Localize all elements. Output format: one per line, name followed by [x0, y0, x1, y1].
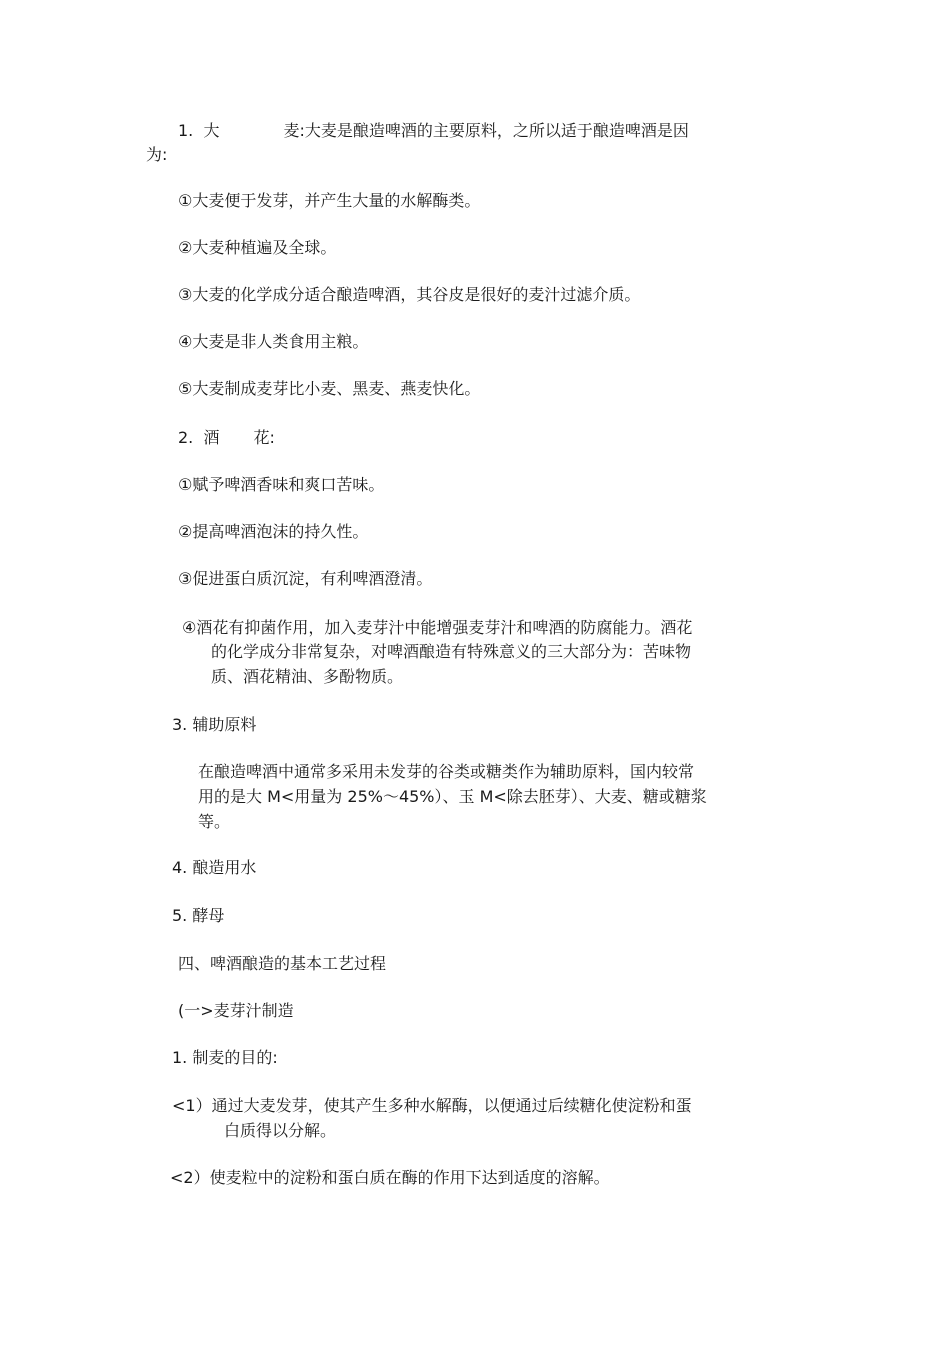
- paragraph-line: 等。: [198, 812, 231, 831]
- malt-purpose-heading: 1. 制麦的目的:: [172, 1048, 278, 1067]
- paragraph-line: 在酿造啤酒中通常多采用未发芽的谷类或糖类作为辅助原料，国内较常: [198, 762, 695, 781]
- list-item: ③促进蛋白质沉淀，有利啤酒澄清。: [178, 569, 433, 588]
- section-2-word-b: 花:: [253, 428, 275, 447]
- list-item: ②大麦种植遍及全球。: [178, 238, 337, 257]
- section-2-heading: [178, 428, 275, 448]
- list-item: ④酒花有抑菌作用，加入麦芽汁中能增强麦芽汁和啤酒的防腐能力。酒花: [182, 618, 693, 637]
- list-item-cont: 质、酒花精油、多酚物质。: [211, 667, 404, 686]
- section-4-heading: 4. 酿造用水: [172, 858, 257, 877]
- list-item: <2）使麦粒中的淀粉和蛋白质在酶的作用下达到适度的溶解。: [170, 1168, 610, 1187]
- section-5-heading: 5. 酵母: [172, 906, 225, 925]
- list-item: ②提高啤酒泡沫的持久性。: [178, 522, 369, 541]
- list-item: ⑤大麦制成麦芽比小麦、黑麦、燕麦快化。: [178, 379, 481, 398]
- subsection-heading: (一>麦芽汁制造: [178, 1001, 294, 1020]
- part-4-heading: 四、啤酒酿造的基本工艺过程: [178, 954, 387, 973]
- list-item: ①大麦便于发芽，并产生大量的水解酶类。: [178, 191, 481, 210]
- section-1-heading-cont: 为:: [146, 145, 168, 164]
- section-1-heading: [178, 121, 689, 141]
- list-item-cont: 的化学成分非常复杂，对啤酒酿造有特殊意义的三大部分为：苦味物: [211, 642, 692, 661]
- paragraph-line: 用的是大 M<用量为 25%～45%）、玉 M<除去胚芽）、大麦、糖或糖浆: [198, 787, 707, 806]
- section-1-number: 1.: [178, 121, 194, 140]
- list-item: ③大麦的化学成分适合酿造啤酒，其谷皮是很好的麦汁过滤介质。: [178, 285, 641, 304]
- section-1-text: 大麦是酿造啤酒的主要原料，之所以适于酿造啤酒是因: [304, 121, 689, 140]
- list-item: <1）通过大麦发芽，使其产生多种水解酶，以便通过后续糖化使淀粉和蛋: [172, 1096, 692, 1115]
- section-2-number: 2.: [178, 428, 194, 447]
- section-2-word-a: 酒: [203, 428, 220, 447]
- list-item-cont: 白质得以分解。: [224, 1121, 337, 1140]
- list-item: ④大麦是非人类食用主粮。: [178, 332, 369, 351]
- list-item: ①赋予啤酒香味和爽口苦味。: [178, 475, 385, 494]
- section-1-word-b: 麦:: [283, 121, 305, 140]
- section-1-word-a: 大: [203, 121, 220, 140]
- section-3-heading: 3. 辅助原料: [172, 715, 257, 734]
